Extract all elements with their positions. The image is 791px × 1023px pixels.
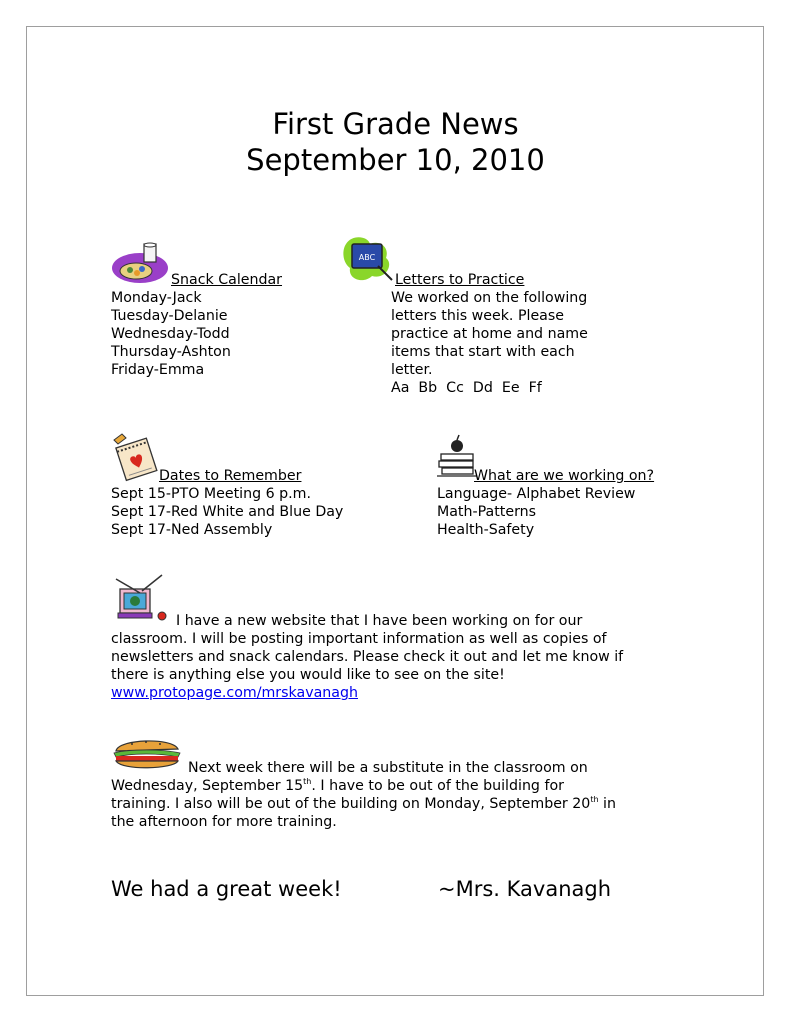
substitute-line: Next week there will be a substitute in the classroom on [188, 760, 588, 776]
closing-signature: ~Mrs. Kavanagh [438, 877, 612, 901]
letter-list: Aa Bb Cc Dd Ee Ff [391, 380, 542, 396]
date-item-red-white-blue: Sept 17-Red White and Blue Day [111, 504, 344, 520]
website-line: classroom. I will be posting important information as well as copies of [111, 631, 607, 647]
website-paragraph [111, 612, 623, 702]
date-item-assembly: Sept 17-Ned Assembly [111, 522, 273, 538]
closing-message: We had a great week! [111, 877, 342, 901]
snack-list [111, 289, 231, 379]
books-apple-icon [437, 434, 477, 480]
website-line: I have a new website that I have been working on for our [176, 613, 583, 629]
working-item-language: Language- Alphabet Review [437, 486, 636, 502]
substitute-line: Wednesday, September 15th. I have to be out of the building for [111, 777, 564, 794]
snack-item-tuesday: Tuesday-Delanie [111, 308, 228, 324]
substitute-line: the afternoon for more training. [111, 814, 337, 830]
snack-item-friday: Friday-Emma [111, 362, 205, 378]
letters-line: We worked on the following [391, 290, 588, 306]
newsletter-title: First Grade News [272, 107, 519, 141]
letters-body [391, 289, 588, 397]
snack-plate-icon [110, 240, 174, 286]
abc-icon-text: ABC [358, 253, 376, 262]
snack-calendar-heading: Snack Calendar [171, 272, 283, 288]
snack-item-monday: Monday-Jack [111, 290, 202, 306]
letters-line: letters this week. Please [391, 308, 564, 324]
substitute-paragraph [111, 759, 616, 831]
date-item-pto: Sept 15-PTO Meeting 6 p.m. [111, 486, 311, 502]
abc-chalkboard-icon [342, 234, 396, 286]
letters-line: practice at home and name [391, 326, 588, 342]
working-item-health: Health-Safety [437, 522, 535, 538]
snack-item-thursday: Thursday-Ashton [111, 344, 231, 360]
working-item-math: Math-Patterns [437, 504, 537, 520]
letters-heading: Letters to Practice [395, 272, 525, 288]
working-heading: What are we working on? [474, 468, 655, 484]
website-link[interactable]: www.protopage.com/mrskavanagh [111, 685, 358, 701]
snack-item-wednesday: Wednesday-Todd [111, 326, 230, 342]
dates-heading: Dates to Remember [159, 468, 302, 484]
letters-line: letter. [391, 362, 433, 378]
calendar-notepad-icon [112, 432, 162, 484]
website-line: there is anything else you would like to see on the site! [111, 667, 505, 683]
letters-line: items that start with each [391, 344, 575, 360]
substitute-line: training. I also will be out of the building on Monday, September 20th in [111, 795, 616, 812]
website-line: newsletters and snack calendars. Please check it out and let me know if [111, 649, 624, 665]
dates-list [111, 485, 343, 539]
working-list [437, 485, 635, 539]
newsletter-date: September 10, 2010 [246, 143, 545, 177]
